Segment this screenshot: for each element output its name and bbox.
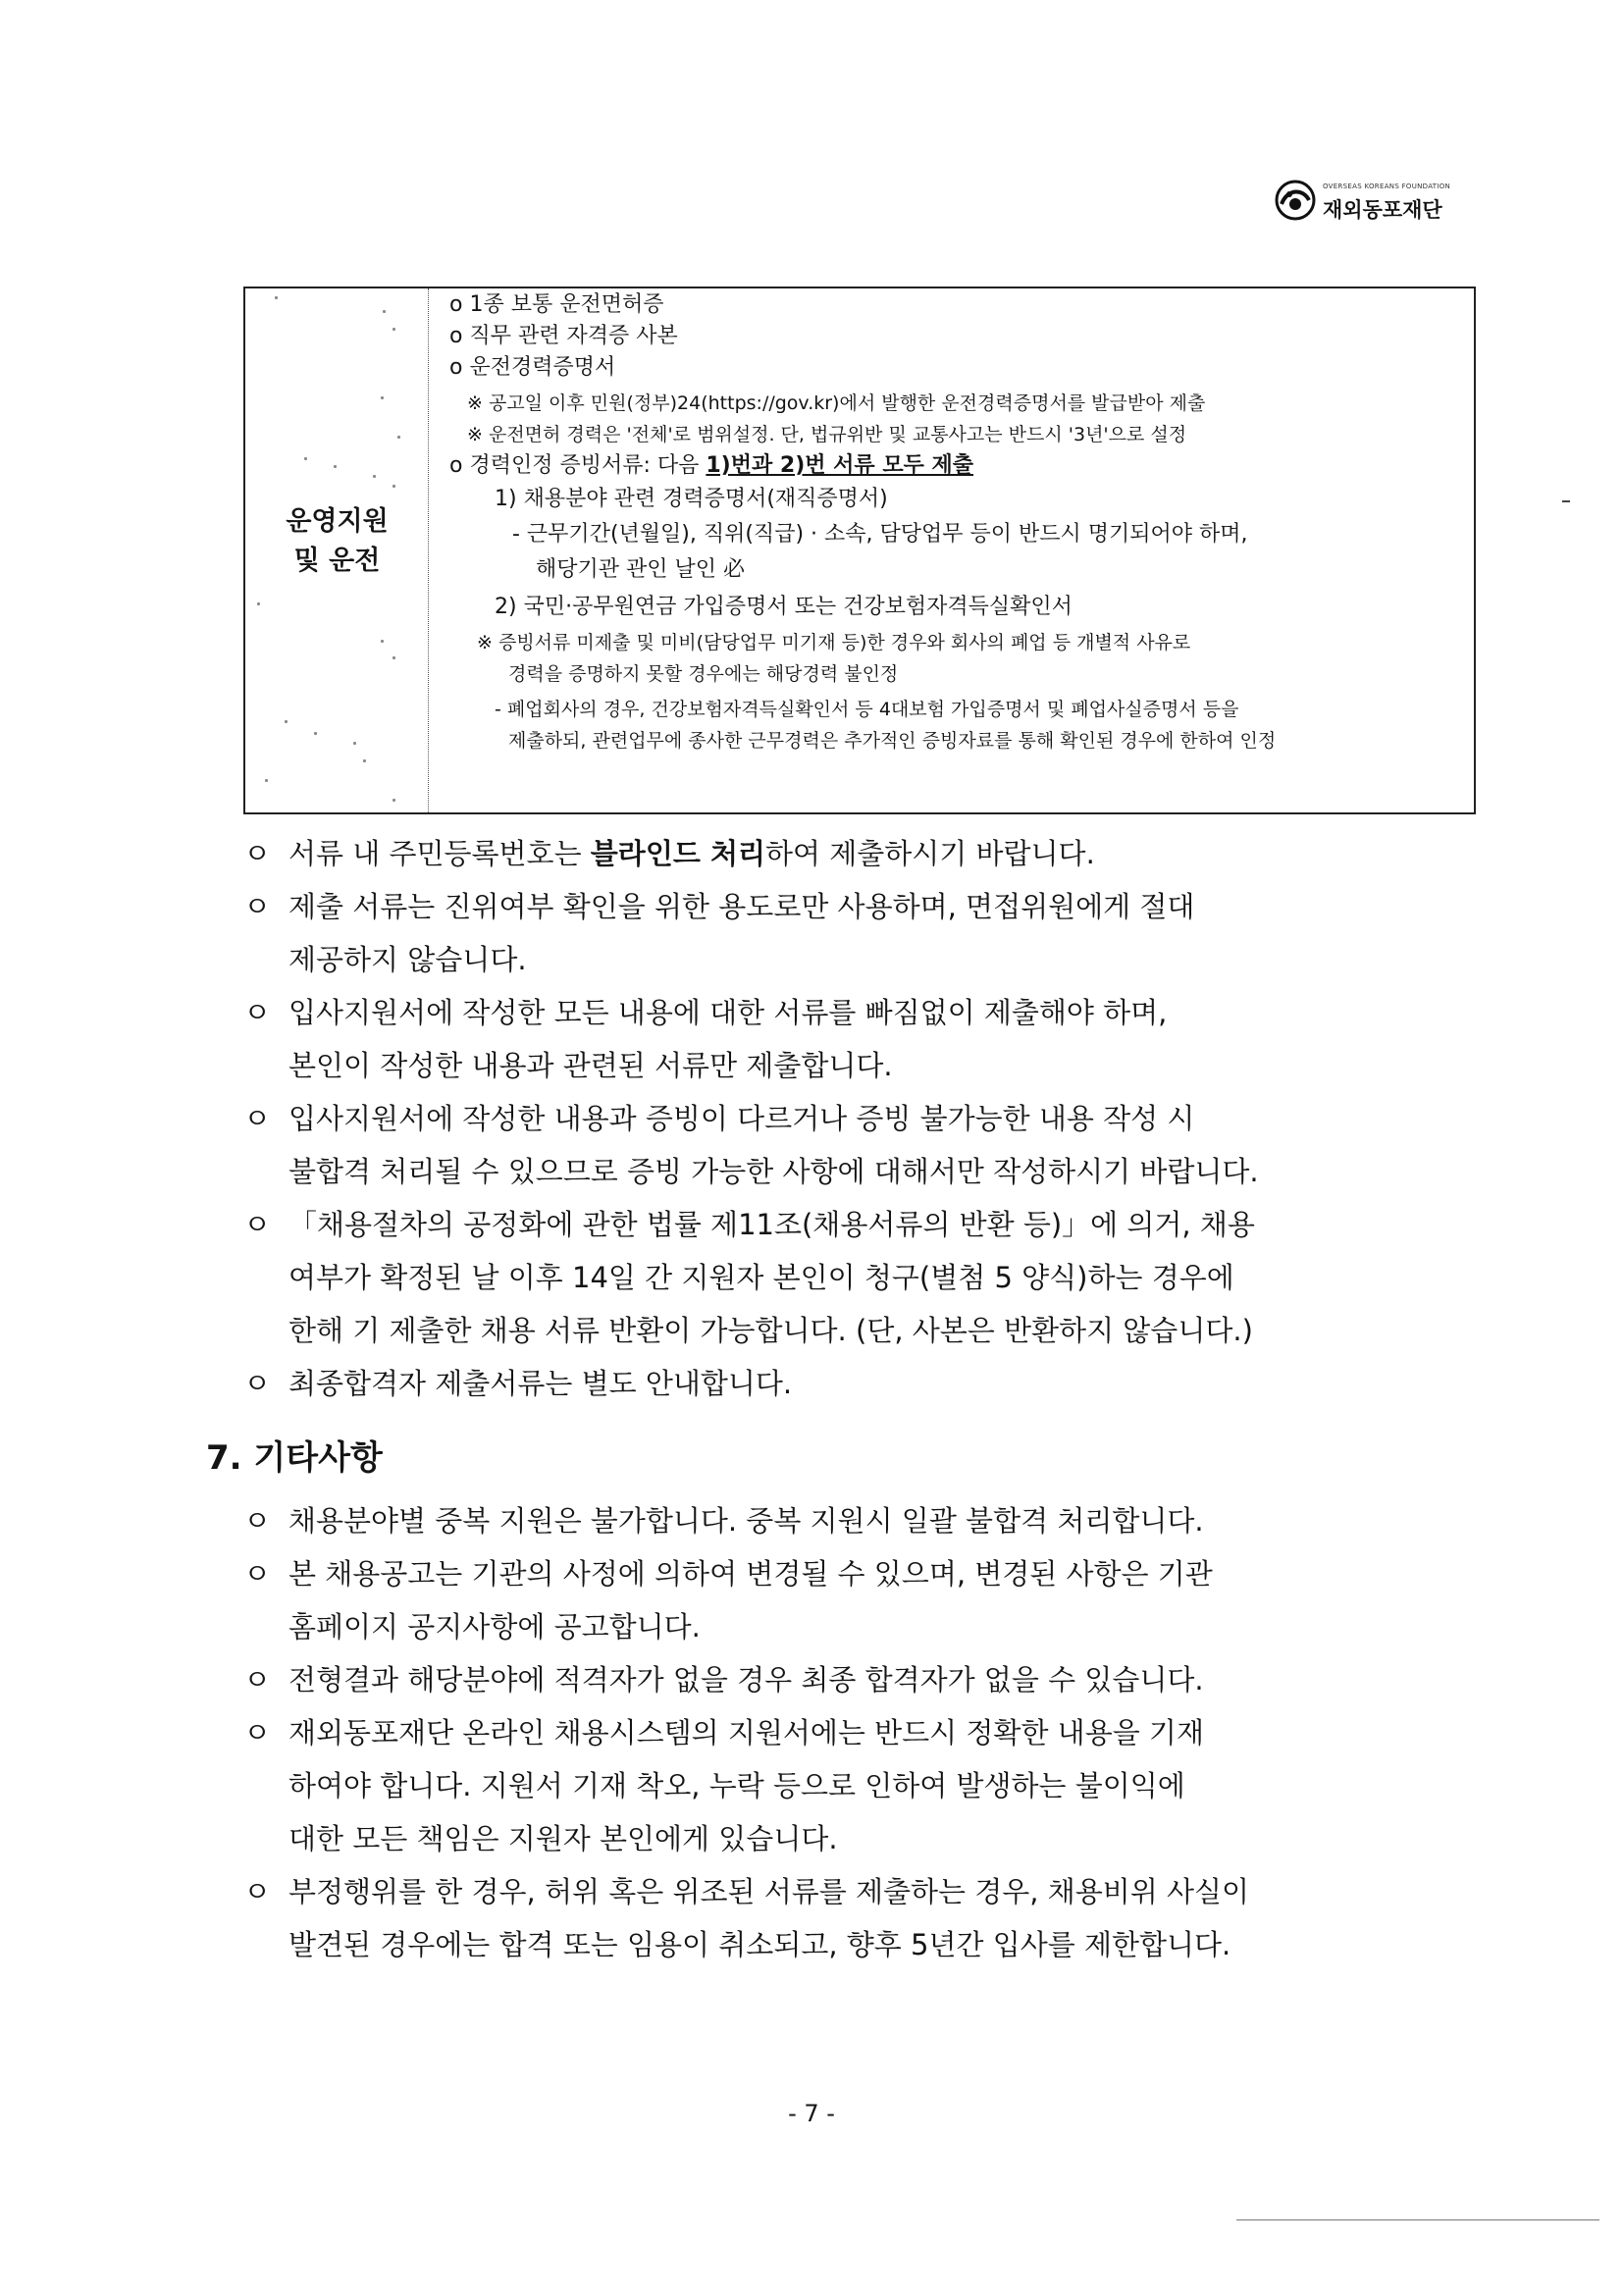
doc-line: o 직무 관련 자격증 사본	[449, 324, 678, 348]
note-item	[243, 1660, 1204, 1699]
document-list	[442, 288, 1472, 812]
note-text: 전형결과 해당분야에 적격자가 없을 경우 최종 합격자가 없을 수 있습니다.	[288, 1663, 1204, 1696]
doc-line	[449, 451, 973, 481]
scan-speck	[265, 779, 268, 782]
note-item	[243, 1099, 1194, 1138]
bullet-mark: ㅇ	[243, 1663, 272, 1696]
note-item	[243, 834, 1095, 873]
note-text: 하여 제출하시기 바랍니다.	[764, 837, 1095, 870]
footer-rule	[1236, 2219, 1599, 2220]
note-continuation: 하여야 합니다. 지원서 기재 착오, 누락 등으로 인하여 발생하는 불이익에	[288, 1769, 1185, 1802]
foundation-logo	[1266, 175, 1492, 234]
page-number: - 7 -	[788, 2100, 835, 2127]
note-text: 입사지원서에 작성한 모든 내용에 대한 서류를 빠짐없이 제출해야 하며,	[288, 996, 1168, 1029]
scan-speck	[393, 485, 395, 488]
scan-speck	[257, 602, 260, 605]
doc-line: o 운전경력증명서	[449, 355, 616, 380]
note-continuation: 본인이 작성한 내용과 관련된 서류만 제출합니다.	[288, 1049, 893, 1082]
note-item	[243, 887, 1194, 926]
doc-line: 2) 국민·공무원연금 가입증명서 또는 건강보험자격득실확인서	[495, 595, 1073, 619]
scan-speck	[397, 436, 400, 439]
note-continuation: 대한 모든 책임은 지원자 본인에게 있습니다.	[288, 1822, 838, 1855]
bullet-mark: ㅇ	[243, 1208, 272, 1241]
scan-speck	[334, 465, 337, 468]
note-text: 재외동포재단 온라인 채용시스템의 지원서에는 반드시 정확한 내용을 기재	[288, 1716, 1204, 1749]
bullet-mark: ㅇ	[243, 837, 272, 870]
bullet-mark: ㅇ	[243, 1557, 272, 1591]
note-item	[243, 1554, 1213, 1593]
note-text: 채용분야별 중복 지원은 불가합니다. 중복 지원시 일괄 불합격 처리합니다.	[288, 1504, 1204, 1538]
note-text: 서류 내 주민등록번호는	[288, 837, 591, 870]
doc-note: 제출하되, 관련업무에 종사한 근무경력은 추가적인 증빙자료를 통해 확인된 경우에 한하여 인정	[508, 730, 1277, 752]
note-text: 본 채용공고는 기관의 사정에 의하여 변경될 수 있으며, 변경된 사항은 기관	[288, 1557, 1213, 1591]
scan-speck	[393, 656, 395, 659]
doc-line-text: o 경력인정 증빙서류: 다음	[449, 453, 707, 478]
note-item	[243, 993, 1167, 1032]
note-text: 「채용절차의 공정화에 관한 법률 제11조(채용서류의 반환 등)」에 의거, 채용	[288, 1208, 1255, 1241]
note-item	[243, 1501, 1204, 1540]
note-item	[243, 1713, 1204, 1752]
doc-line: 해당기관 관인 날인 必	[536, 557, 745, 582]
scan-speck	[393, 328, 395, 331]
foundation-emblem-icon	[1274, 179, 1317, 222]
doc-note: ※ 증빙서류 미제출 및 미비(담당업무 미기재 등)한 경우와 회사의 폐업 등 개별적 사유로	[477, 632, 1191, 653]
scan-speck	[353, 742, 356, 745]
note-continuation: 불합격 처리될 수 있으므로 증빙 가능한 사항에 대해서만 작성하시기 바랍니다.	[288, 1155, 1259, 1188]
category-label-line1: 운영지원	[286, 506, 389, 537]
doc-line-emphasis: 1)번과 2)번 서류 모두 제출	[706, 453, 974, 478]
scan-speck	[304, 457, 307, 460]
note-item	[243, 1872, 1249, 1911]
doc-note: ※ 공고일 이후 민원(정부)24(https://gov.kr)에서 발행한 운전경력증명서를 발급받아 제출	[467, 392, 1206, 414]
note-continuation: 발견된 경우에는 합격 또는 임용이 취소되고, 향후 5년간 입사를 제한합니다.	[288, 1928, 1231, 1961]
category-cell	[245, 288, 429, 812]
doc-line: o 1종 보통 운전면허증	[449, 292, 664, 317]
note-continuation: 여부가 확정된 날 이후 14일 간 지원자 본인이 청구(별첨 5 양식)하는 경우에	[288, 1261, 1234, 1294]
note-text: 최종합격자 제출서류는 별도 안내합니다.	[288, 1367, 793, 1400]
note-text: 제출 서류는 진위여부 확인을 위한 용도로만 사용하며, 면접위원에게 절대	[288, 890, 1195, 923]
scan-speck	[285, 720, 288, 723]
scan-speck	[314, 732, 317, 735]
logo-korean-name: 재외동포재단	[1323, 198, 1442, 222]
category-label	[245, 502, 429, 581]
qualification-table	[243, 287, 1476, 814]
note-item	[243, 1364, 792, 1403]
logo-english-name: OVERSEAS KOREANS FOUNDATION	[1323, 183, 1451, 190]
doc-line: 1) 채용분야 관련 경력증명서(재직증명서)	[495, 487, 888, 511]
note-item	[243, 1205, 1255, 1244]
bullet-mark: ㅇ	[243, 1367, 272, 1400]
scan-speck	[393, 799, 395, 802]
bullet-mark: ㅇ	[243, 1102, 272, 1135]
scan-speck	[381, 396, 384, 399]
scan-speck	[275, 296, 278, 299]
scan-speck	[381, 640, 384, 643]
note-text: 입사지원서에 작성한 내용과 증빙이 다르거나 증빙 불가능한 내용 작성 시	[288, 1102, 1195, 1135]
bullet-mark: ㅇ	[243, 890, 272, 923]
bullet-mark: ㅇ	[243, 1716, 272, 1749]
scan-speck	[363, 759, 366, 762]
note-continuation: 홈페이지 공지사항에 공고합니다.	[288, 1610, 701, 1644]
bullet-mark: ㅇ	[243, 1504, 272, 1538]
bullet-mark: ㅇ	[243, 1875, 272, 1908]
note-continuation: 한해 기 제출한 채용 서류 반환이 가능합니다. (단, 사본은 반환하지 않습니다.)	[288, 1314, 1253, 1347]
scan-speck	[373, 475, 376, 478]
category-label-line2: 및 운전	[293, 546, 381, 576]
section-heading: 7. 기타사항	[206, 1438, 383, 1478]
doc-line: - 근무기간(년월일), 직위(직급) · 소속, 담당업무 등이 반드시 명기되어야 하며,	[512, 522, 1248, 547]
doc-note: ※ 운전면허 경력은 '전체'로 범위설정. 단, 법규위반 및 교통사고는 반드시 '3년'으로 설정	[467, 424, 1187, 445]
scan-speck	[383, 310, 386, 313]
bullet-mark: ㅇ	[243, 996, 272, 1029]
doc-note: - 폐업회사의 경우, 건강보험자격득실확인서 등 4대보험 가입증명서 및 폐업사실증명서 등을	[495, 699, 1239, 720]
note-continuation: 제공하지 않습니다.	[288, 943, 527, 976]
margin-mark	[1562, 500, 1570, 502]
doc-note: 경력을 증명하지 못할 경우에는 해당경력 불인정	[508, 663, 899, 685]
note-text: 부정행위를 한 경우, 허위 혹은 위조된 서류를 제출하는 경우, 채용비위 사실이	[288, 1875, 1250, 1908]
note-emphasis: 블라인드 처리	[590, 837, 765, 870]
